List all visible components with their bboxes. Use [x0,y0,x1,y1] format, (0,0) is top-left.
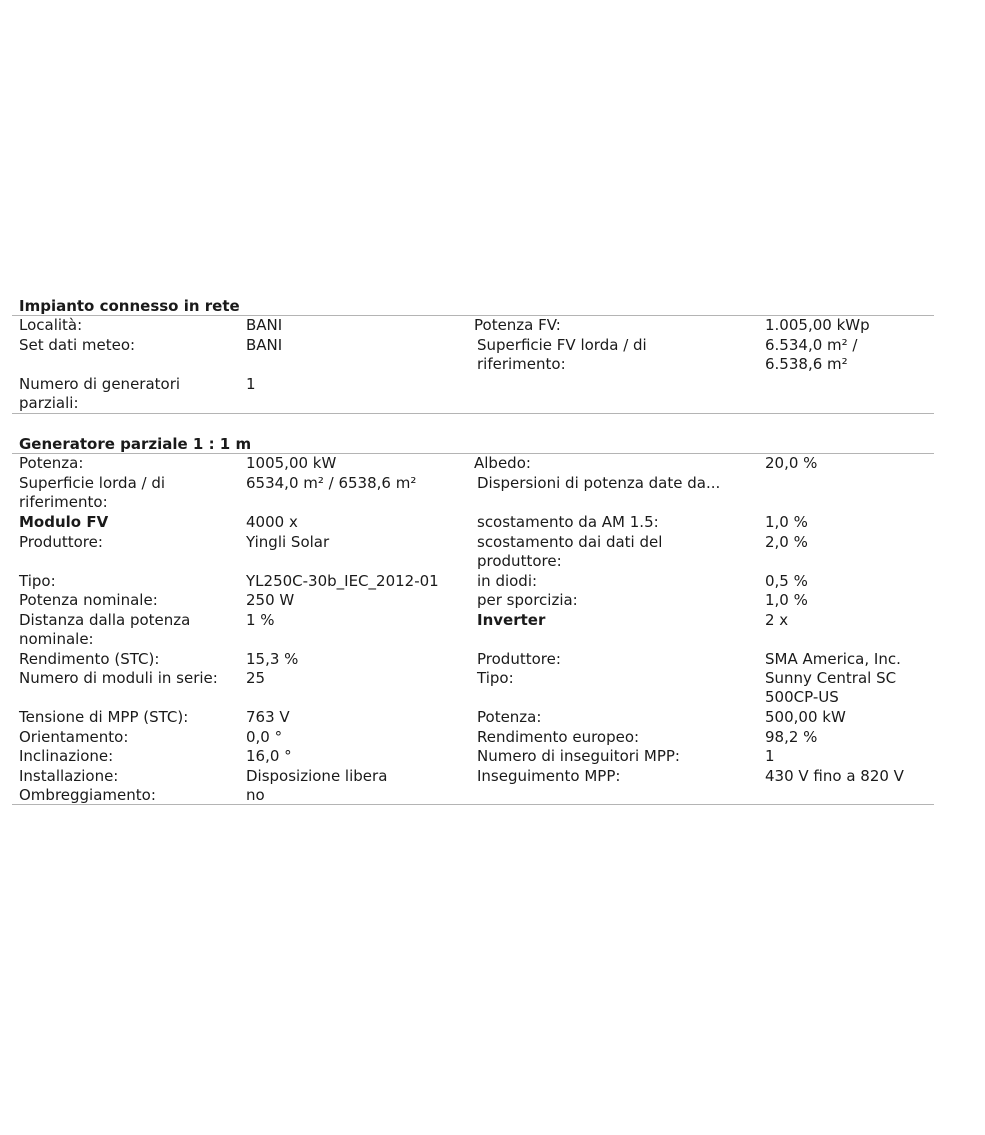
value-produttore: Yingli Solar [246,533,330,551]
label-potenza-nominale: Potenza nominale: [19,591,158,609]
label-dispersioni: Dispersioni di potenza date da... [477,474,721,492]
label-superficie-1: Superficie lorda / di [19,474,166,492]
value-rendimento: 15,3 % [246,650,299,668]
value-rendimento-europeo: 98,2 % [765,728,818,746]
label-localita: Località: [19,316,83,334]
label-distanza-2: nominale: [19,630,94,648]
section-bottom-divider [12,804,934,805]
label-generatori-1: Numero di generatori [19,375,181,393]
section-title-impianto: Impianto connesso in rete [19,297,240,315]
value-generatori: 1 [246,375,256,393]
label-potenza: Potenza: [19,454,84,472]
value-inseguitori-mpp: 1 [765,747,775,765]
value-orientamento: 0,0 ° [246,728,283,746]
value-potenza-fv: 1.005,00 kWp [765,316,870,334]
label-tipo: Tipo: [19,572,56,590]
label-produttore: Produttore: [19,533,103,551]
label-sporcizia: per sporcizia: [477,591,578,609]
value-localita: BANI [246,316,283,334]
label-inseguitori-mpp: Numero di inseguitori MPP: [477,747,680,765]
label-generatori-2: parziali: [19,394,79,412]
value-distanza: 1 % [246,611,275,629]
label-distanza-1: Distanza dalla potenza [19,611,191,629]
label-inverter: Inverter [477,611,546,629]
label-rendimento: Rendimento (STC): [19,650,160,668]
value-moduli-serie: 25 [246,669,266,687]
value-scostamento-am: 1,0 % [765,513,808,531]
section-generatore [12,434,934,806]
value-tensione-mpp: 763 V [246,708,290,726]
label-superficie-fv-2: riferimento: [477,355,566,373]
label-scostamento-am: scostamento da AM 1.5: [477,513,659,531]
value-superficie-fv-1: 6.534,0 m² / [765,336,858,354]
value-potenza-nominale: 250 W [246,591,295,609]
label-inseguimento-mpp: Inseguimento MPP: [477,767,621,785]
label-inverter-tipo: Tipo: [477,669,514,687]
label-scostamento-produttore-2: produttore: [477,552,562,570]
value-tipo: YL250C-30b_IEC_2012-01 [246,572,439,590]
section-bottom-divider [12,413,934,414]
label-potenza-fv: Potenza FV: [474,316,561,334]
value-inverter-tipo-2: 500CP-US [765,688,839,706]
label-inclinazione: Inclinazione: [19,747,114,765]
section-impianto [12,296,934,416]
label-inverter-potenza: Potenza: [477,708,542,726]
label-diodi: in diodi: [477,572,538,590]
label-set-dati-meteo: Set dati meteo: [19,336,136,354]
value-diodi: 0,5 % [765,572,808,590]
label-superficie-2: riferimento: [19,493,108,511]
value-ombreggiamento: no [246,786,265,804]
label-ombreggiamento: Ombreggiamento: [19,786,156,804]
value-albedo: 20,0 % [765,454,818,472]
value-inclinazione: 16,0 ° [246,747,292,765]
value-inverter-produttore: SMA America, Inc. [765,650,901,668]
value-potenza: 1005,00 kW [246,454,337,472]
value-inseguimento-mpp: 430 V fino a 820 V [765,767,904,785]
label-orientamento: Orientamento: [19,728,129,746]
label-rendimento-europeo: Rendimento europeo: [477,728,640,746]
value-inverter: 2 x [765,611,789,629]
section-title-generatore: Generatore parziale 1 : 1 m [19,435,252,453]
label-scostamento-produttore-1: scostamento dai dati del [477,533,663,551]
label-moduli-serie: Numero di moduli in serie: [19,669,218,687]
value-superficie: 6534,0 m² / 6538,6 m² [246,474,417,492]
value-scostamento-produttore: 2,0 % [765,533,808,551]
label-albedo: Albedo: [474,454,531,472]
label-superficie-fv-1: Superficie FV lorda / di [477,336,647,354]
label-tensione-mpp: Tensione di MPP (STC): [19,708,189,726]
value-inverter-tipo-1: Sunny Central SC [765,669,897,687]
label-inverter-produttore: Produttore: [477,650,561,668]
label-installazione: Installazione: [19,767,119,785]
value-inverter-potenza: 500,00 kW [765,708,846,726]
value-modulo-fv: 4000 x [246,513,298,531]
label-modulo-fv: Modulo FV [19,513,109,531]
value-sporcizia: 1,0 % [765,591,808,609]
value-set-dati-meteo: BANI [246,336,283,354]
value-superficie-fv-2: 6.538,6 m² [765,355,848,373]
value-installazione: Disposizione libera [246,767,388,785]
